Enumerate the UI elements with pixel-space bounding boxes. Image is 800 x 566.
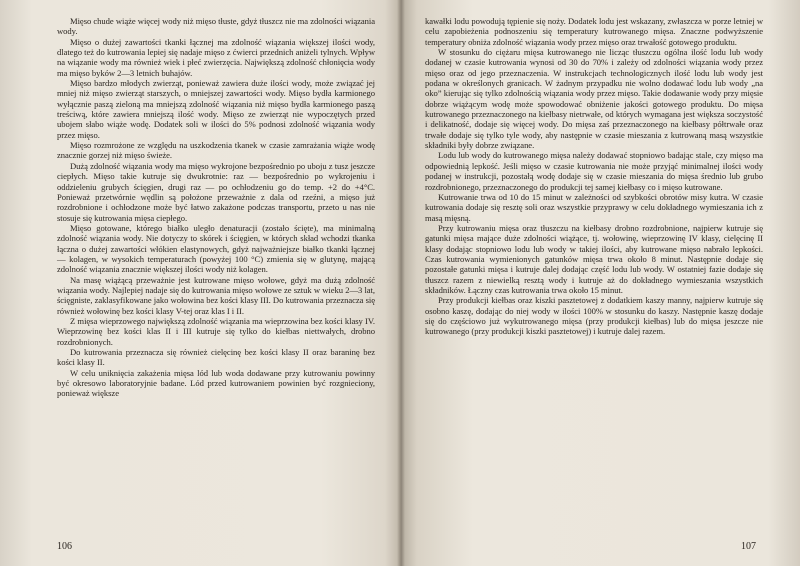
left-page-text	[57, 16, 375, 399]
page-number: 106	[57, 541, 72, 552]
paragraph: Dużą zdolność wiązania wody ma mięso wykrojone bezpośrednio po uboju z tusz jeszcze ciepłych. Mięso takie kutruje się dwukrotnie: raz — bezpośrednio po wykrojeniu i oddzieleniu grubych ścięgien, drugi raz — po ochłodzeniu go do temp. +2 do +4°C. Ponieważ przetwórnie wędlin są położone przeważnie z dala od rzeźni, a mięso już rozdrobnione i ochłodzone może być łatwo zakażone podczas transportu, przeto u nas nie stosuje się kutrowania mięsa ciepłego.	[57, 160, 375, 223]
right-page	[401, 0, 800, 566]
paragraph: Na masę wiążącą przeważnie jest kutrowane mięso wołowe, gdyż ma dużą zdolność wiązania wody. Najlepiej nadaje się do kutrowania mięso wołowe ze sztuk w wieku 2—3 lat, ścięgniste, zaklasyfikowane jako wołowina bez kości klasy III. Do kutrowania przeznacza się również wołowinę bez kości klasy V-tej oraz klas I i II.	[57, 274, 375, 316]
right-page-text	[425, 16, 763, 337]
paragraph: Lodu lub wody do kutrowanego mięsa należy dodawać stopniowo badając stale, czy mięso ma odpowiednią lepkość. Jeśli mięso w czasie kutrowania nie może przyjąć minimalnej ilości wody podanej w instrukcji, pozostałą wodę dodaje się w czasie mieszania do mięsa średnio lub grubo rozdrobnionego, przeznaczonego do produkcji tej samej kiełbasy co i mięso kutrowane.	[425, 150, 763, 192]
paragraph: Z mięsa wieprzowego największą zdolność wiązania ma wieprzowina bez kości klasy IV. Wieprzowinę bez kości klas II i III kutruje się tylko do kiełbas niettwałych, drobno rozdrobnionych.	[57, 315, 375, 347]
paragraph: Mięso chude wiąże więcej wody niż mięso tłuste, gdyż tłuszcz nie ma zdolności wiązania wody.	[57, 16, 375, 37]
paragraph: Mięso bardzo młodych zwierząt, ponieważ zawiera duże ilości wody, może związać jej mniej niż mięso zwierząt starszych, o mniejszej zawartości wody. Mięso bydła karmionego wyłącznie paszą zieloną ma mniejszą zdolność wiązania niż mięso bydła karmionego paszą treściwą, które zawiera mniejszą ilość wody. Mięso ze zwierząt nie wypoczętych przed ubojem słabo wiąże wodę. Dodatek soli w ilości do 5% podnosi zdolność wiązania wody przez mięso.	[57, 78, 375, 140]
paragraph: W stosunku do ciężaru mięsa kutrowanego nie licząc tłuszczu ogólna ilość lodu lub wody dodanej w czasie kutrowania wynosi od 30 do 70% i zależy od zdolności wiązania wody przez mięso oraz od jego przeznaczenia. W instrukcjach technologicznych ilość lodu lub wody jest podana w określonych granicach. W żadnym przypadku nie wolno dodawać lodu lub wody „na oko” kierując się tylko zdolnością wiązania wody przez mięso. Takie dodawanie wody przy mięsie dobrze wiążącym wodę może spowodować obniżenie jakości gotowego produktu. Do mięsa kutrowanego przeznaczonego na kiełbasy nietrwałe, od których wymagana jest większa soczystość i delikatność, dodaje się więcej wody. Do mięsa zaś przeznaczonego na kiełbasy półtrwałe oraz trwałe dodaje się tylko tyle wody, aby następnie w czasie mieszania z kutrowaną masą wszystkie składniki były dobrze związane.	[425, 47, 763, 151]
book-gutter	[397, 0, 405, 566]
paragraph: Do kutrowania przeznacza się również cielęcinę bez kości klasy II oraz baraninę bez kości klasy II.	[57, 347, 375, 368]
paragraph: Przy produkcji kiełbas oraz kiszki pasztetowej z dodatkiem kaszy manny, najpierw kutruje się osobno kaszę, dodając do niej wody w ilości 100% w stosunku do kaszy. Następnie kaszę dodaje się do częściowo już wykutrowanego mięsa (przy produkcji kiełbas) lub do mięsa jeszcze nie kutrowanego (przy produkcji kiszki pasztetowej) i kutruje dalej razem.	[425, 295, 763, 337]
paragraph: Mięso rozmrożone ze względu na uszkodzenia tkanek w czasie zamrażania wiąże wodę znacznie gorzej niż mięso świeże.	[57, 140, 375, 161]
paragraph: Mięso o dużej zawartości tkanki łącznej ma zdolność wiązania większej ilości wody, dlatego też do kutrowania lepiej się nadaje mięso z ćwierci przednich aniżeli tylnych. Wpływ na wiązanie wody ma również wiek i płeć zwierzęcia. Największą zdolność chłonięcia wody ma mięso byków 2—3 letnich buhajów.	[57, 36, 375, 78]
paragraph: kawałki lodu powodują tępienie się noży. Dodatek lodu jest wskazany, zwłaszcza w porze letniej w celu zapobieżenia podnoszeniu się temperatury kutrowanego mięsa. Znaczne podwyższenie temperatury obniża zdolność wiązania wody przez mięso oraz trwałość gotowego produktu.	[425, 16, 763, 47]
page-number: 107	[741, 541, 756, 552]
paragraph: W celu uniknięcia zakażenia mięsa lód lub woda dodawane przy kutrowaniu powinny być okresowo laboratoryjnie badane. Lód przed kutrowaniem powinien być rozgnieciony, ponieważ większe	[57, 367, 375, 399]
paragraph: Mięso gotowane, którego białko uległo denaturacji (zostało ścięte), ma minimalną zdolność wiązania wody. Nie dotyczy to skórek i ścięgien, w których skład wchodzi tkanka łączna o dużej zawartości włókien elastynowych, gdyż najważniejsze białko tkanki łącznej — kolagen, w wysokich temperaturach (powyżej 100 °C) zmienia się w glutynę, mającą zdolność wiązania znacznie większej ilości wody niż kolagen.	[57, 222, 375, 275]
paragraph: Przy kutrowaniu mięsa oraz tłuszczu na kiełbasy drobno rozdrobnione, najpierw kutruje się gatunki mięsa mające duże zdolności wiążące, tj. wołowinę, wieprzowinę IV klasy, cielęcinę II klasy dodając stopniowo lodu lub wody w takiej ilości, aby kutrowane mięso nabrało lepkości. Czas kutrowania wymienionych gatunków mięsa trwa około 8 minut. Następnie dodaje się pozostałe gatunki mięsa i kutruje dalej dodając część lodu lub wody. W ostatniej fazie dodaje się tłuszcz razem z niewielką resztą wody i kutruje aż do dokładnego wymieszania wszystkich składników. Łączny czas kutrowania trwa około 15 minut.	[425, 222, 763, 295]
paragraph: Kutrowanie trwa od 10 do 15 minut w zależności od szybkości obrotów misy kutra. W czasie kutrowania dodaje się resztę soli oraz wszystkie przyprawy w celu dokładnego wymieszania ich z masą mięsną.	[425, 191, 763, 223]
